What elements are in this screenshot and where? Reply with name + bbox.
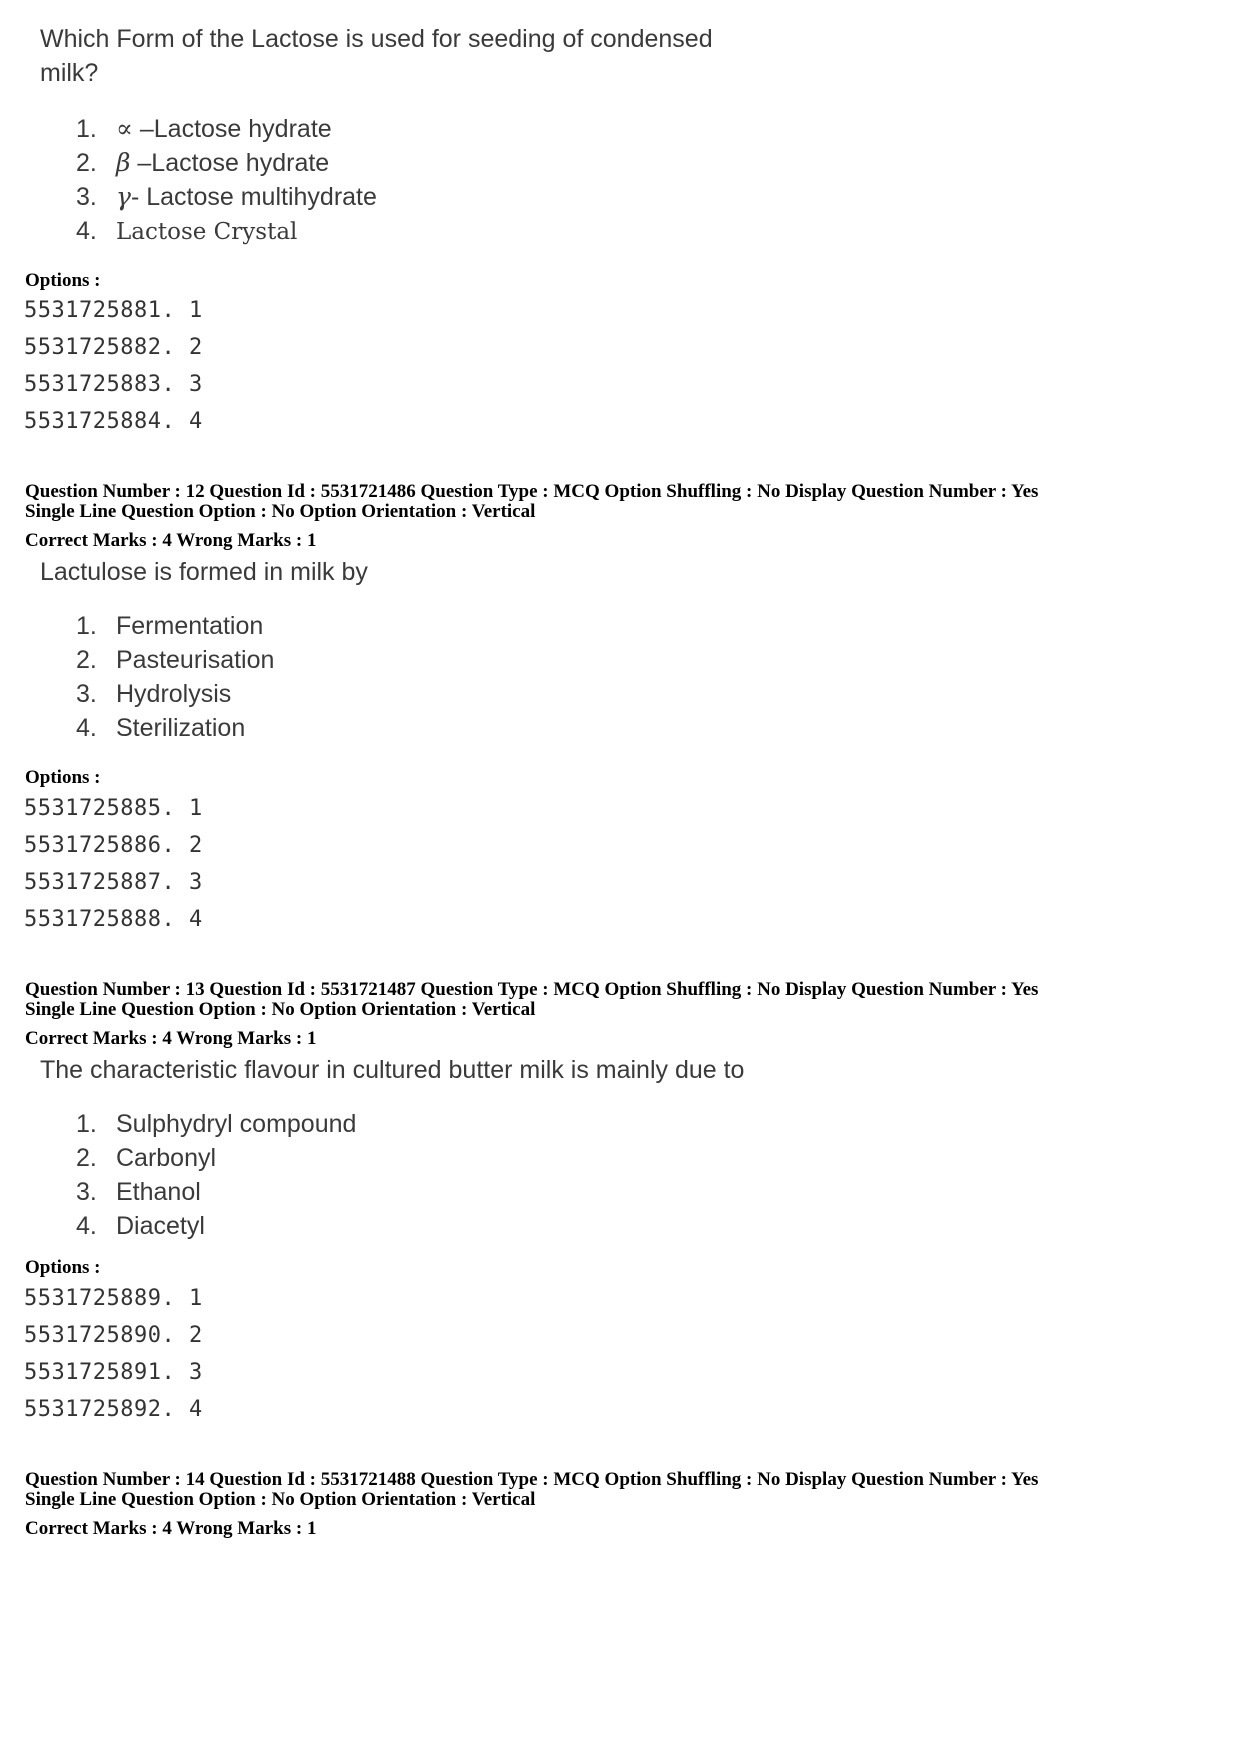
options-label: Options : — [25, 1257, 101, 1278]
option-item: 5531725885. 1 — [24, 796, 203, 821]
choice-item: 4. Lactose Crystal — [76, 217, 298, 245]
question-12-marks: Correct Marks : 4 Wrong Marks : 1 — [25, 530, 317, 551]
options-label: Options : — [25, 270, 101, 291]
option-item: 5531725886. 2 — [24, 833, 203, 858]
option-item: 5531725884. 4 — [24, 409, 203, 434]
option-item: 5531725891. 3 — [24, 1360, 203, 1385]
choice-item: 3. Hydrolysis — [76, 680, 232, 708]
question-13-options — [24, 1280, 203, 1428]
choice-item: 1. Sulphydryl compound — [76, 1110, 357, 1138]
question-12-choices — [76, 609, 274, 745]
option-item: 5531725888. 4 — [24, 907, 203, 932]
choice-item: 3. Ethanol — [76, 1178, 201, 1206]
question-14-meta-line1: Question Number : 14 Question Id : 5531721488 Question Type : MCQ Option Shuffling : No Display Question Number : Yes — [25, 1469, 1039, 1490]
choice-item: 2. Carbonyl — [76, 1144, 217, 1172]
question-11-text-line1: Which Form of the Lactose is used for seeding of condensed — [40, 25, 713, 53]
question-14-marks: Correct Marks : 4 Wrong Marks : 1 — [25, 1518, 317, 1539]
choice-item: 1. Fermentation — [76, 612, 264, 640]
question-13-text: The characteristic flavour in cultured butter milk is mainly due to — [40, 1056, 745, 1084]
choice-item: 4. Diacetyl — [76, 1212, 205, 1240]
question-12-meta-line1: Question Number : 12 Question Id : 5531721486 Question Type : MCQ Option Shuffling : No Display Question Number : Yes — [25, 481, 1039, 502]
option-item: 5531725882. 2 — [24, 335, 203, 360]
option-item: 5531725889. 1 — [24, 1286, 203, 1311]
option-item: 5531725881. 1 — [24, 298, 203, 323]
question-14-meta-line2: Single Line Question Option : No Option Orientation : Vertical — [25, 1489, 536, 1510]
options-label: Options : — [25, 767, 101, 788]
question-11-choices — [76, 112, 377, 248]
choice-item: 2. β –Lactose hydrate — [76, 148, 330, 177]
question-12-text: Lactulose is formed in milk by — [40, 558, 368, 586]
question-11-options — [24, 292, 203, 440]
question-13-choices — [76, 1107, 356, 1243]
option-item: 5531725892. 4 — [24, 1397, 203, 1422]
question-13-meta-line2: Single Line Question Option : No Option Orientation : Vertical — [25, 999, 536, 1020]
option-item: 5531725890. 2 — [24, 1323, 203, 1348]
option-item: 5531725883. 3 — [24, 372, 203, 397]
choice-item: 4. Sterilization — [76, 714, 246, 742]
question-13-marks: Correct Marks : 4 Wrong Marks : 1 — [25, 1028, 317, 1049]
question-11-text-line2: milk? — [40, 59, 99, 87]
question-12-options — [24, 790, 203, 938]
choice-item: 3. γ- Lactose multihydrate — [76, 182, 377, 211]
question-13-meta-line1: Question Number : 13 Question Id : 5531721487 Question Type : MCQ Option Shuffling : No Display Question Number : Yes — [25, 979, 1039, 1000]
question-12-meta-line2: Single Line Question Option : No Option Orientation : Vertical — [25, 501, 536, 522]
choice-item: 2. Pasteurisation — [76, 646, 275, 674]
choice-item: 1. ∝ –Lactose hydrate — [76, 114, 332, 143]
option-item: 5531725887. 3 — [24, 870, 203, 895]
